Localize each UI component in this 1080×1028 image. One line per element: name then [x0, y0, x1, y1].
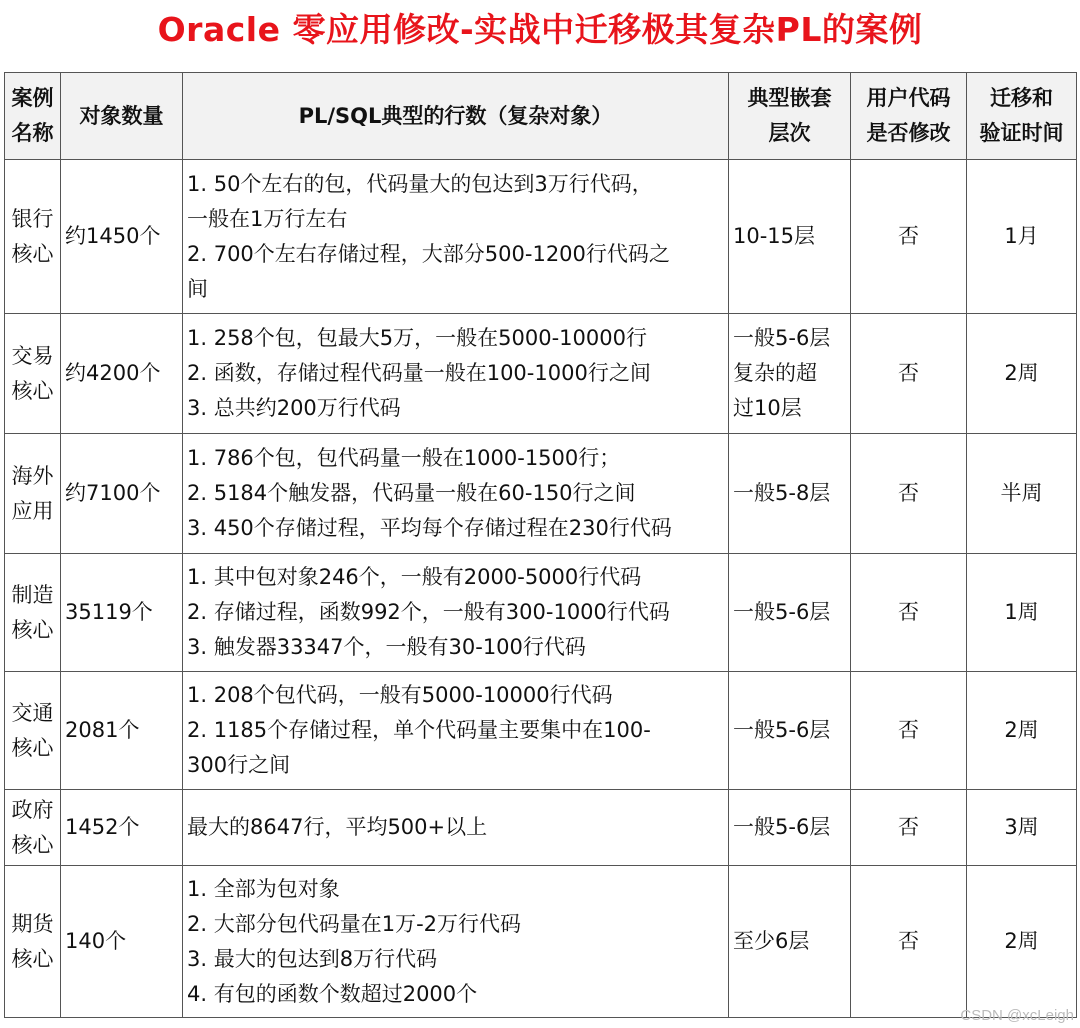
object-count-cell: 140个	[61, 866, 183, 1018]
migration-time-cell: 1月	[967, 160, 1077, 314]
header-nesting-level: 典型嵌套 层次	[729, 73, 851, 160]
code-modified-cell: 否	[851, 434, 967, 554]
case-name-cell: 交通 核心	[5, 672, 61, 790]
nesting-level-cell: 一般5-8层	[729, 434, 851, 554]
object-count-cell: 约4200个	[61, 314, 183, 434]
plsql-detail-cell: 1. 50个左右的包，代码量大的包达到3万行代码， 一般在1万行左右 2. 700个左右存储过程，大部分500-1200行代码之 间	[183, 160, 729, 314]
code-modified-cell: 否	[851, 672, 967, 790]
plsql-detail-cell: 1. 258个包，包最大5万，一般在5000-10000行 2. 函数，存储过程代码量一般在100-1000行之间 3. 总共约200万行代码	[183, 314, 729, 434]
case-name-cell: 银行 核心	[5, 160, 61, 314]
code-modified-cell: 否	[851, 866, 967, 1018]
object-count-cell: 约1450个	[61, 160, 183, 314]
watermark: CSDN @xcLeigh	[960, 1007, 1074, 1024]
migration-time-cell: 2周	[967, 866, 1077, 1018]
case-name-cell: 期货 核心	[5, 866, 61, 1018]
plsql-detail-cell: 1. 其中包对象246个，一般有2000-5000行代码 2. 存储过程，函数992个，一般有300-1000行代码 3. 触发器33347个，一般有30-100行代码	[183, 554, 729, 672]
migration-time-cell: 1周	[967, 554, 1077, 672]
code-modified-cell: 否	[851, 554, 967, 672]
case-table	[4, 72, 1077, 1018]
plsql-detail-cell: 1. 786个包，包代码量一般在1000-1500行； 2. 5184个触发器，代码量一般在60-150行之间 3. 450个存储过程，平均每个存储过程在230行代码	[183, 434, 729, 554]
header-plsql-lines: PL/SQL典型的行数（复杂对象）	[183, 73, 729, 160]
object-count-cell: 35119个	[61, 554, 183, 672]
plsql-detail-cell: 1. 208个包代码，一般有5000-10000行代码 2. 1185个存储过程，单个代码量主要集中在100- 300行之间	[183, 672, 729, 790]
page-title: Oracle 零应用修改-实战中迁移极其复杂PL的案例	[157, 10, 923, 49]
object-count-cell: 约7100个	[61, 434, 183, 554]
nesting-level-cell: 至少6层	[729, 866, 851, 1018]
case-name-cell: 制造 核心	[5, 554, 61, 672]
table-row	[5, 866, 1077, 1018]
code-modified-cell: 否	[851, 790, 967, 866]
case-name-cell: 海外 应用	[5, 434, 61, 554]
nesting-level-cell: 10-15层	[729, 160, 851, 314]
plsql-detail-cell: 最大的8647行，平均500+以上	[183, 790, 729, 866]
header-object-count: 对象数量	[61, 73, 183, 160]
table-row	[5, 434, 1077, 554]
code-modified-cell: 否	[851, 160, 967, 314]
table-row	[5, 314, 1077, 434]
nesting-level-cell: 一般5-6层	[729, 672, 851, 790]
nesting-level-cell: 一般5-6层	[729, 554, 851, 672]
object-count-cell: 1452个	[61, 790, 183, 866]
migration-time-cell: 3周	[967, 790, 1077, 866]
table-row	[5, 160, 1077, 314]
case-name-cell: 政府 核心	[5, 790, 61, 866]
header-code-modified: 用户代码 是否修改	[851, 73, 967, 160]
code-modified-cell: 否	[851, 314, 967, 434]
nesting-level-cell: 一般5-6层	[729, 790, 851, 866]
migration-time-cell: 半周	[967, 434, 1077, 554]
object-count-cell: 2081个	[61, 672, 183, 790]
table-row	[5, 554, 1077, 672]
plsql-detail-cell: 1. 全部为包对象 2. 大部分包代码量在1万-2万行代码 3. 最大的包达到8万行代码 4. 有包的函数个数超过2000个	[183, 866, 729, 1018]
header-migration-time: 迁移和 验证时间	[967, 73, 1077, 160]
table-row	[5, 672, 1077, 790]
header-case-name: 案例 名称	[5, 73, 61, 160]
migration-time-cell: 2周	[967, 672, 1077, 790]
header-row	[5, 73, 1077, 160]
table-row	[5, 790, 1077, 866]
case-name-cell: 交易 核心	[5, 314, 61, 434]
nesting-level-cell: 一般5-6层 复杂的超 过10层	[729, 314, 851, 434]
migration-time-cell: 2周	[967, 314, 1077, 434]
